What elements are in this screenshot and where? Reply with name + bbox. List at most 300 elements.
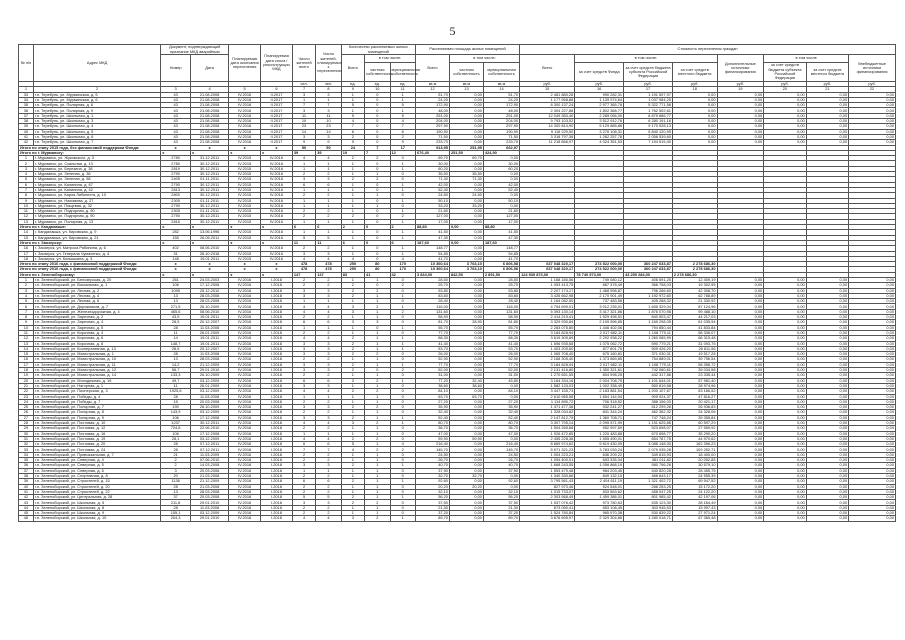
address-cell: г.п. Зеленоборский, ул. Строителей, д. 15 xyxy=(33,479,160,484)
table-cell: 1 xyxy=(341,410,364,415)
table-cell: 990 282,31 xyxy=(575,92,624,97)
row-number-cell: 1 xyxy=(19,156,34,161)
table-cell: 0,00 xyxy=(849,431,896,436)
table-cell: IV.2016 xyxy=(261,177,293,182)
row-number-cell: 6 xyxy=(19,304,34,309)
table-cell: 0,00 xyxy=(849,341,896,346)
table-cell: 0,00 xyxy=(717,357,764,362)
units-cell: руб. xyxy=(520,82,575,87)
group-label-cell: Итого по г. Заозерску: xyxy=(19,240,161,245)
table-cell: 0,00 xyxy=(449,431,483,436)
table-cell: 0,00 xyxy=(764,309,806,314)
table-cell: 21.08.2008 xyxy=(190,119,228,124)
table-cell: 1 xyxy=(365,394,390,399)
table-cell: 0,00 xyxy=(849,336,896,341)
table-cell: 0 xyxy=(390,405,415,410)
table-cell: 0 xyxy=(390,389,415,394)
table-cell: 1 075 062,72 xyxy=(575,341,624,346)
table-cell: 15 997,43 xyxy=(672,505,717,510)
table-cell: I.2018 xyxy=(261,368,293,373)
table-cell: 2 xyxy=(316,373,341,378)
table-cell: 77,70 xyxy=(416,362,450,367)
table-cell: 2 xyxy=(316,193,341,198)
table-cell: 0,00 xyxy=(717,442,764,447)
table-cell: 0,00 xyxy=(849,368,896,373)
table-cell: 402 xyxy=(161,246,191,251)
table-cell: 754 889,01 xyxy=(624,357,673,362)
table-cell: x xyxy=(229,267,261,272)
table-cell: 0,00 xyxy=(449,299,483,304)
table-cell: 1 655 329,04 xyxy=(624,304,673,309)
table-cell: 11.03.2008 xyxy=(190,394,228,399)
table-cell: 0,00 xyxy=(717,368,764,373)
table-cell: 83 xyxy=(341,272,364,277)
table-cell: 190,90 xyxy=(416,129,450,134)
address-cell: г.п. Теребунь, ул. Школьная, д. 6 xyxy=(33,134,160,139)
table-cell: 1 xyxy=(341,330,364,335)
table-cell: 2 xyxy=(292,399,315,404)
table-cell: 89,70 xyxy=(483,516,519,521)
table-cell: 17.12.2008 xyxy=(190,415,228,420)
table-cell: 0,00 xyxy=(449,304,483,309)
table-cell: 1 315 733,07 xyxy=(520,489,575,494)
row-number-cell: 26 xyxy=(19,410,34,415)
table-header xyxy=(19,45,896,82)
table-cell: IV.2016 xyxy=(261,166,293,171)
table-cell: 3 xyxy=(341,304,364,309)
address-cell: г.п. Зеленоборский, ул. Полярная, д. 8 xyxy=(33,410,160,415)
table-cell: 43 xyxy=(161,119,191,124)
table-cell: 61 035,94 xyxy=(672,320,717,325)
table-cell: 23 xyxy=(316,124,341,129)
table-cell: 0,00 xyxy=(849,473,896,478)
row-number-cell: 16 xyxy=(19,246,34,251)
table-cell: 21.08.2008 xyxy=(190,103,228,108)
table-cell: 6 xyxy=(341,129,364,134)
table-cell: 14.03.2008 xyxy=(190,463,228,468)
table-cell: 5 xyxy=(292,495,315,500)
units-cell: чел. xyxy=(292,82,315,87)
table-cell: IV.2015 xyxy=(229,172,261,177)
table-cell: 3 xyxy=(341,378,364,383)
table-cell: 7 xyxy=(390,124,415,129)
table-cell: 1 xyxy=(390,341,415,346)
table-cell: 1 094 400,01 xyxy=(520,458,575,463)
table-cell: 0,00 xyxy=(717,346,764,351)
table-cell: 0 xyxy=(390,436,415,441)
table-cell: 0,00 xyxy=(806,134,848,139)
page-number: 5 xyxy=(449,24,456,38)
table-cell: 204,00 xyxy=(416,119,450,124)
table-cell: 550 819,58 xyxy=(624,383,673,388)
table-cell: 88,80 xyxy=(483,225,519,230)
table-cell: 0 xyxy=(390,299,415,304)
table-cell: 6 xyxy=(292,479,315,484)
table-cell: 0,00 xyxy=(449,330,483,335)
address-cell: г.п. Зеленоборский, ул. Молодежная, д. 16 xyxy=(33,378,160,383)
table-cell: 29.01.2010 xyxy=(190,368,228,373)
table-cell: 19.01.2011 xyxy=(190,336,228,341)
table-cell: I.2018 xyxy=(261,405,293,410)
table-cell: 187,60 xyxy=(416,240,450,245)
address-cell: г. Заозерск, ул. Матроса Рябинина, д. 6 xyxy=(33,246,160,251)
table-cell: IV.2016 xyxy=(261,203,293,208)
table-cell: 0,00 xyxy=(764,92,806,97)
table-cell: 2 xyxy=(341,156,364,161)
table-cell: 0,00 xyxy=(764,299,806,304)
table-cell: 1 xyxy=(341,92,364,97)
col-doc-date-header: Дата xyxy=(190,55,228,82)
table-cell: 1 xyxy=(341,511,364,516)
table-cell: 0,00 xyxy=(764,108,806,113)
col-cost-local-header: за счет средств местного бюджета xyxy=(672,63,717,82)
row-number-cell: 9 xyxy=(19,320,34,325)
address-cell: г.п. Зеленоборский, ул. Лесная, д. 2 xyxy=(33,288,160,293)
table-cell: 0,00 xyxy=(806,341,848,346)
table-cell: 0,00 xyxy=(849,140,896,145)
table-cell: IV.2016 xyxy=(261,230,293,235)
table-cell: 43 xyxy=(161,92,191,97)
table-cell: 07.12.2011 xyxy=(190,442,228,447)
table-cell: 1 xyxy=(341,235,364,240)
col-number-header: № п/п xyxy=(19,45,34,82)
table-cell: 2 278 686,30 xyxy=(672,267,717,272)
col-residents-header: Число жителей всего xyxy=(292,45,315,82)
table-cell: 2 xyxy=(341,283,364,288)
table-cell: 796 266,60 xyxy=(624,288,673,293)
table-cell: 43 xyxy=(161,103,191,108)
table-cell: IV.2016 xyxy=(229,373,261,378)
address-cell: г.п. Зеленоборский, ул. Заречная, д. 4 xyxy=(33,320,160,325)
table-cell: 1 350 321,61 xyxy=(575,368,624,373)
table-cell: 1 xyxy=(341,230,364,235)
table-cell: IV.2016 xyxy=(229,330,261,335)
table-cell: 0,00 xyxy=(849,293,896,298)
table-cell: 913,95 xyxy=(416,145,450,150)
row-number-cell: 17 xyxy=(19,362,34,367)
table-cell: I.2018 xyxy=(261,330,293,335)
table-cell: 2 xyxy=(390,447,415,452)
table-cell: 250 xyxy=(341,262,364,267)
table-cell: 3 xyxy=(292,177,315,182)
table-cell: 1 459 386,01 xyxy=(575,495,624,500)
table-cell: II.2017 xyxy=(261,124,293,129)
row-number-cell: 38 xyxy=(19,119,34,124)
row-number-cell: 15 xyxy=(19,235,34,240)
table-cell: I.2018 xyxy=(261,468,293,473)
table-cell: 92,60 xyxy=(483,479,519,484)
table-cell: 0,00 xyxy=(449,447,483,452)
table-cell: I.2018 xyxy=(261,500,293,505)
table-cell: 32,70 xyxy=(449,473,483,478)
table-cell: 3 xyxy=(292,352,315,357)
table-cell: 0,00 xyxy=(806,495,848,500)
table-cell: 0,00 xyxy=(483,177,519,182)
table-cell: 39 034,58 xyxy=(672,368,717,373)
table-cell: 40,70 xyxy=(416,463,450,468)
table-cell: 0,00 xyxy=(449,92,483,97)
table-cell: IV.2015 xyxy=(229,230,261,235)
table-cell: 1 xyxy=(365,473,390,478)
row-number-cell: 31 xyxy=(19,436,34,441)
row-number-cell: 19 xyxy=(19,373,34,378)
table-cell: x xyxy=(261,225,293,230)
table-cell: 10 360,64 xyxy=(416,262,450,267)
units-cell: кв.м xyxy=(483,82,519,87)
address-cell: г.п. Теребунь, ул. Школьная, д. 3 xyxy=(33,119,160,124)
table-cell: 1 xyxy=(341,97,364,102)
units-cell: ед. xyxy=(390,82,415,87)
table-cell: 2 xyxy=(341,415,364,420)
table-cell: 6 xyxy=(341,240,364,245)
table-cell: 1 xyxy=(292,468,315,473)
table-cell: 0 xyxy=(365,129,390,134)
table-cell: 1 xyxy=(316,325,341,330)
table-cell: 0,00 xyxy=(449,119,483,124)
table-cell: 636 209,22 xyxy=(575,452,624,457)
table-cell: 0,00 xyxy=(849,113,896,118)
table-cell: 0,00 xyxy=(717,362,764,367)
table-cell: 0 xyxy=(365,240,390,245)
table-cell: IV.2016 xyxy=(229,277,261,282)
table-cell: 0,00 xyxy=(449,166,483,171)
table-cell: IV.2016 xyxy=(229,134,261,139)
table-cell: 0,00 xyxy=(672,119,717,124)
address-cell: г.п. Зеленоборский, ул. Белозерская, д. 20 xyxy=(33,277,160,282)
table-cell: 28 xyxy=(161,505,191,510)
table-cell: 2813 xyxy=(161,187,191,192)
table-cell: 1 xyxy=(316,299,341,304)
table-cell: 1 xyxy=(390,415,415,420)
table-cell: 0,00 xyxy=(806,447,848,452)
table-cell: IV.2016 xyxy=(261,246,293,251)
row-number-cell: 10 xyxy=(19,203,34,208)
table-cell: 1 xyxy=(316,431,341,436)
table-cell: 58 356,72 xyxy=(672,362,717,367)
table-cell: 1 xyxy=(292,394,315,399)
table-cell: 211,8 xyxy=(161,500,191,505)
table-cell: 932 241,27 xyxy=(575,405,624,410)
table-cell: I.2018 xyxy=(261,341,293,346)
table-cell: 0 xyxy=(390,172,415,177)
table-cell: 52,40 xyxy=(483,187,519,192)
table-cell: 7 xyxy=(365,150,390,155)
table-cell: 35 290,20 xyxy=(672,431,717,436)
table-cell: 0,00 xyxy=(717,479,764,484)
table-cell: 0,00 xyxy=(806,426,848,431)
col-demolition-date-header: Планируемая дата сноса / реконструкции МКД xyxy=(261,45,293,82)
address-cell: г.п. Теребунь, ул. Мурманская, д. 6 xyxy=(33,97,160,102)
address-cell: г.п. Зеленоборский, ул. Заречная, д. 5 xyxy=(33,325,160,330)
table-cell: x xyxy=(161,272,191,277)
table-cell: 25,70 xyxy=(483,283,519,288)
table-cell: 78 740 973,00 xyxy=(575,272,624,277)
table-cell: 23 xyxy=(292,124,315,129)
table-cell: 2 183 881,54 xyxy=(575,389,624,394)
table-cell: 1 340 330,66 xyxy=(520,473,575,478)
table-cell: 47,00 xyxy=(416,431,450,436)
table-cell: 148,77 xyxy=(416,246,450,251)
table-cell: 0,00 xyxy=(717,378,764,383)
table-cell: 0,00 xyxy=(764,362,806,367)
table-cell: I.2018 xyxy=(261,511,293,516)
table-cell: 24,20 xyxy=(416,97,450,102)
table-cell: 4 xyxy=(341,119,364,124)
table-cell: 1 xyxy=(390,166,415,171)
table-cell: IV.2016 xyxy=(229,410,261,415)
table-cell: 1 260 065,99 xyxy=(624,336,673,341)
table-cell: 24,50 xyxy=(416,452,450,457)
table-cell: 1 xyxy=(390,92,415,97)
table-cell: 0,00 xyxy=(483,203,519,208)
table-cell: 2 xyxy=(292,484,315,489)
table-cell: 1 xyxy=(292,187,315,192)
table-cell: 0,00 xyxy=(764,458,806,463)
table-cell: 0,00 xyxy=(717,92,764,97)
table-cell: 794 850,44 xyxy=(624,325,673,330)
address-cell: г.п. Зеленоборский, ул. Северная, д. 6 xyxy=(33,468,160,473)
table-cell: 4 xyxy=(292,436,315,441)
table-cell: 28 164,49 xyxy=(672,500,717,505)
table-cell: 0,00 xyxy=(717,108,764,113)
table-cell: 4 xyxy=(341,447,364,452)
table-cell: 0,00 xyxy=(717,134,764,139)
table-cell: 0,00 xyxy=(764,511,806,516)
table-cell: 0,00 xyxy=(449,214,483,219)
table-cell: 2 304 227,88 xyxy=(520,108,575,113)
table-cell: 45,80 xyxy=(483,378,519,383)
table-cell: 4 024 351,53 xyxy=(575,140,624,145)
address-cell: г.п. Теребунь, ул. Школьная, д. 1 xyxy=(33,113,160,118)
table-cell: 106 xyxy=(161,431,191,436)
table-cell: x xyxy=(190,262,228,267)
table-cell: 1 xyxy=(365,511,390,516)
col-area-incl-header: в том числе: xyxy=(449,55,519,63)
table-cell: 0,00 xyxy=(717,293,764,298)
table-cell: II.2017 xyxy=(261,140,293,145)
table-cell: 21.08.2008 xyxy=(190,113,228,118)
table-cell: IV.2016 xyxy=(229,288,261,293)
table-cell: 1095 xyxy=(161,288,191,293)
table-cell: 71,30 xyxy=(416,177,450,182)
table-cell: 2 xyxy=(292,277,315,282)
table-cell: 0,00 xyxy=(717,421,764,426)
row-number-cell: 10 xyxy=(19,325,34,330)
table-cell: 1 802 368,77 xyxy=(575,108,624,113)
table-cell: 31.12.2011 xyxy=(190,156,228,161)
table-cell: 366 758,03 xyxy=(624,283,673,288)
table-cell: 28,50 xyxy=(416,277,450,282)
table-cell: 1 xyxy=(365,415,390,420)
table-cell: 0,00 xyxy=(849,484,896,489)
table-cell: x xyxy=(261,267,293,272)
table-cell: I.2018 xyxy=(261,383,293,388)
table-cell: 0,00 xyxy=(849,134,896,139)
address-cell: г.п. Зеленоборский, ул. Почтовая, д. 19 xyxy=(33,436,160,441)
table-cell: 5 393 130,14 xyxy=(520,309,575,314)
table-cell: 148,7 xyxy=(161,341,191,346)
table-cell: 530 839,22 xyxy=(624,511,673,516)
col-address-header: Адрес МКД xyxy=(33,45,160,82)
table-cell: 3 426 662,98 xyxy=(520,293,575,298)
table-cell: 0,00 xyxy=(764,473,806,478)
address-cell: г.п. Зеленоборский, ул. Почтовая, д. 20 xyxy=(33,442,160,447)
table-cell: 1 004 223,21 xyxy=(520,452,575,457)
table-cell: 458 047,25 xyxy=(624,489,673,494)
col-rooms-private-header: частная собственность xyxy=(365,63,390,82)
table-cell: 0,00 xyxy=(849,277,896,282)
table-cell: 30.12.2011 xyxy=(190,203,228,208)
col-doc-number-header: Номер xyxy=(161,55,191,82)
row-number-cell: 46 xyxy=(19,516,34,521)
table-cell: 724,6 xyxy=(161,426,191,431)
table-cell: 0,00 xyxy=(764,124,806,129)
table-cell: x xyxy=(190,272,228,277)
table-cell: 3 184 828,94 xyxy=(520,330,575,335)
table-cell: 0,00 xyxy=(764,288,806,293)
table-cell: 2 168 305,40 xyxy=(520,357,575,362)
row-number-cell: 36 xyxy=(19,463,34,468)
table-cell: 1 654 144,94 xyxy=(575,394,624,399)
table-cell: 2 xyxy=(341,341,364,346)
table-cell: 03.12.2009 xyxy=(190,389,228,394)
table-cell: 0,00 xyxy=(806,484,848,489)
row-number-cell: 35 xyxy=(19,458,34,463)
table-cell: I.2018 xyxy=(261,288,293,293)
table-cell: 0,00 xyxy=(806,304,848,309)
table-cell: II.2017 xyxy=(261,113,293,118)
table-cell: 6 xyxy=(316,225,341,230)
table-cell: 0,00 xyxy=(806,452,848,457)
table-cell: 2 xyxy=(292,357,315,362)
table-cell: 0,00 xyxy=(449,405,483,410)
table-cell: 1 xyxy=(341,246,364,251)
table-cell: 0,00 xyxy=(717,516,764,521)
table-cell: II.2017 xyxy=(261,129,293,134)
table-cell: 24,50 xyxy=(416,193,450,198)
table-cell: 512 299,26 xyxy=(624,405,673,410)
table-cell: 07.06.2010 xyxy=(190,458,228,463)
table-cell: 1 168 180,56 xyxy=(520,277,575,282)
address-cell: г. Мурманск, ул. Пищевая, д. 32 xyxy=(33,203,160,208)
address-cell: г.п. Зеленоборский, ул. Кооперативная, д. 13 xyxy=(33,346,160,351)
table-cell: 0,00 xyxy=(764,399,806,404)
address-cell: г.п. Зеленоборский, ул. Магистральная, д. 1 xyxy=(33,352,160,357)
table-cell: 0,00 xyxy=(764,389,806,394)
table-cell: 5 xyxy=(390,113,415,118)
table-cell: 2 xyxy=(316,473,341,478)
table-cell: 1 xyxy=(316,166,341,171)
table-cell: 0 xyxy=(365,251,390,256)
table-cell: 1 xyxy=(341,193,364,198)
table-cell: 1 xyxy=(341,373,364,378)
table-cell: 1 191 597,97 xyxy=(624,92,673,97)
row-number-cell: 28 xyxy=(19,421,34,426)
address-cell: г. Мурманск, ул. Полярная, д. 13 xyxy=(33,219,160,224)
table-cell: 2 xyxy=(316,452,341,457)
table-cell: 3 xyxy=(341,309,364,314)
table-cell: 14 300 814,90 xyxy=(520,124,575,129)
table-cell: 0,00 xyxy=(717,489,764,494)
row-number-cell: 32 xyxy=(19,442,34,447)
table-cell: 0 xyxy=(390,500,415,505)
table-cell: 0,00 xyxy=(764,447,806,452)
table-cell: 0,00 xyxy=(806,119,848,124)
table-cell: 216,40 xyxy=(416,442,450,447)
row-number-cell: 41 xyxy=(19,489,34,494)
table-cell: IV.2016 xyxy=(261,214,293,219)
table-cell: 24,20 xyxy=(483,97,519,102)
